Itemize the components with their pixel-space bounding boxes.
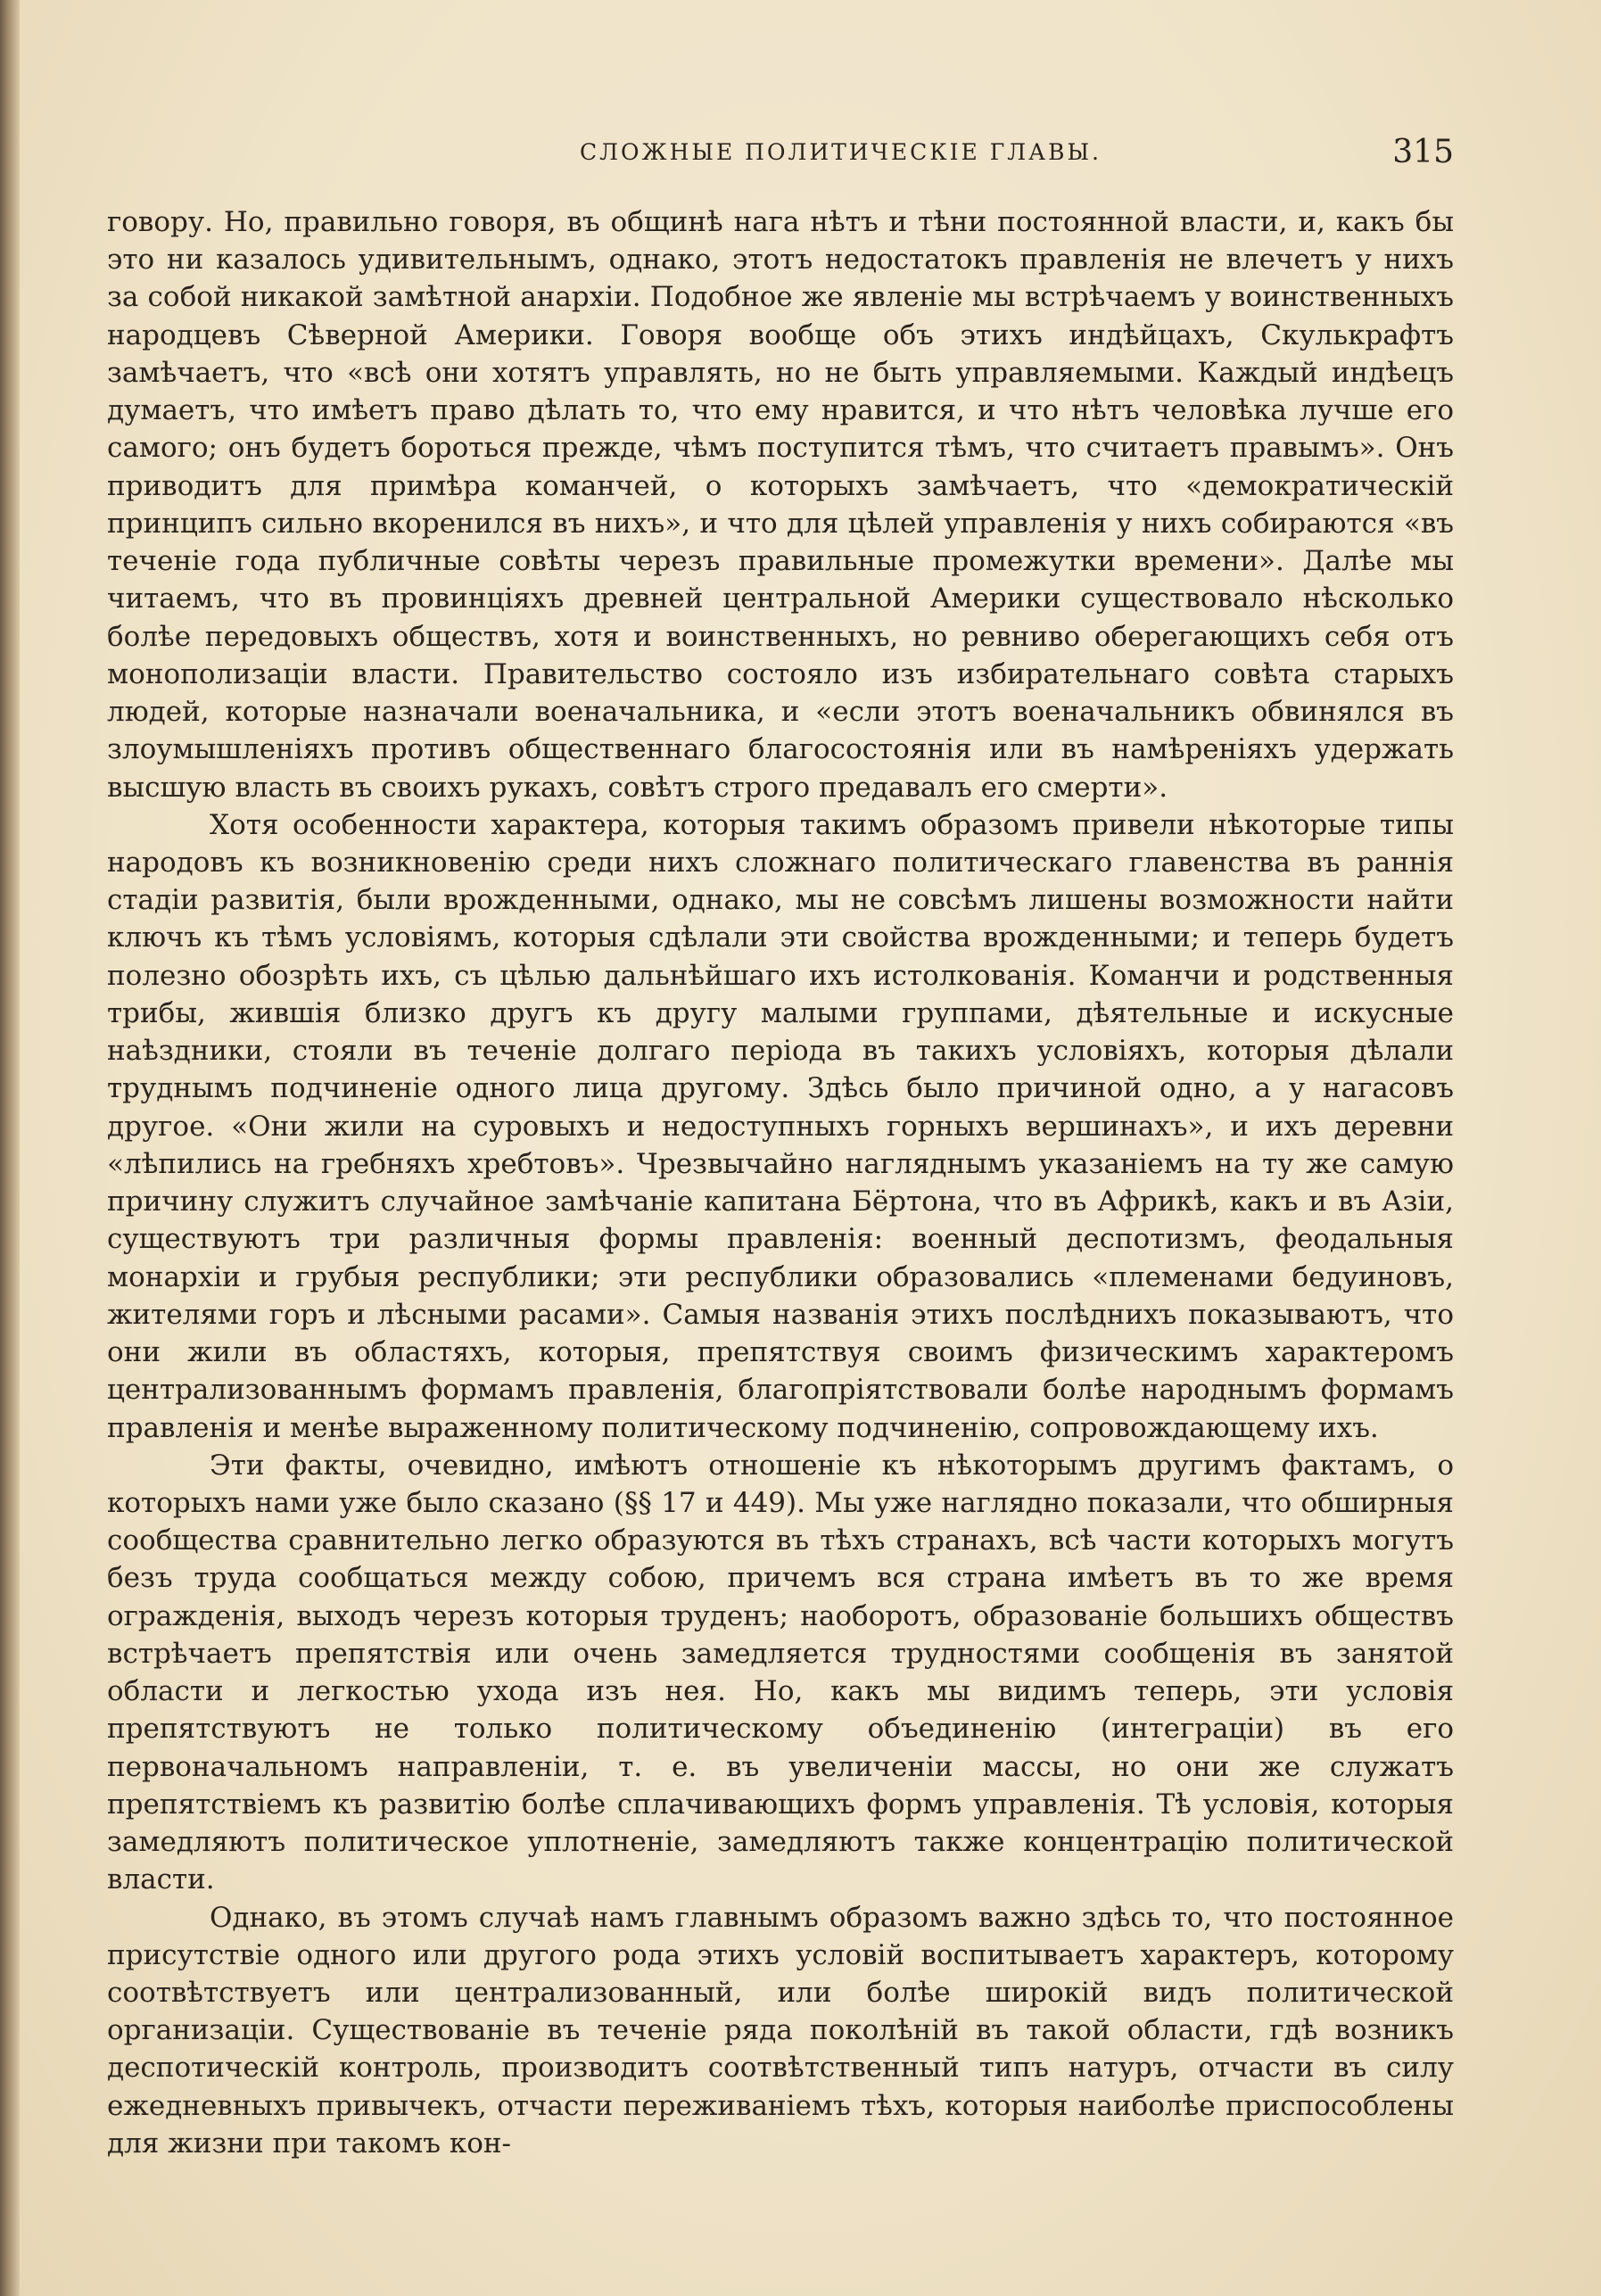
page-binding-edge (0, 0, 20, 2296)
paragraph-2: Хотя особенности характера, которыя такимъ образомъ привели нѣкоторые типы народовъ къ возникновенію среди нихъ сложнаго политическаго главенства въ раннія стадіи развитія, были врожденными, однако, мы не совсѣмъ лишены возможности найти ключъ къ тѣмъ условіямъ, которыя сдѣлали эти свойства врожденными; и теперь будетъ полезно обозрѣть ихъ, съ цѣлью дальнѣйшаго ихъ истолкованія. Команчи и родственныя трибы, жившія близко другъ къ другу малыми группами, дѣятельные и искусные наѣздники, стояли въ теченіе долгаго періода въ такихъ условіяхъ, которыя дѣлали труднымъ подчиненіе одного лица другому. Здѣсь было причиной одно, а у нагасовъ другое. «Они жили на суровыхъ и недоступныхъ горныхъ вершинахъ», и ихъ деревни «лѣпились на гребняхъ хребтовъ». Чрезвычайно нагляднымъ указаніемъ на ту же самую причину служитъ случайное замѣчаніе капитана Бёртона, что въ Африкѣ, какъ и въ Азіи, существуютъ три различныя формы правленія: военный деспотизмъ, феодальныя монархіи и грубыя республики; эти республики образовались «племенами бедуиновъ, жителями горъ и лѣсными расами». Самыя названія этихъ послѣднихъ показываютъ, что они жили въ областяхъ, которыя, препятствуя своимъ физическимъ характеромъ централизованнымъ формамъ правленія, благопріятствовали болѣе народнымъ формамъ правленія и менѣе выраженному политическому подчиненію, сопровождающему ихъ. (107, 808, 1454, 1444)
running-title: СЛОЖНЫЕ ПОЛИТИЧЕСКІЕ ГЛАВЫ. (580, 139, 1102, 165)
paragraph-1: говору. Но, правильно говоря, въ общинѣ нага нѣтъ и тѣни постоянной власти, и, какъ бы это ни казалось удивительнымъ, однако, этотъ недостатокъ правленія не влечетъ у нихъ за собой никакой замѣтной анархіи. Подобное же явленіе мы встрѣчаемъ у воинственныхъ народцевъ Сѣверной Америки. Говоря вообще объ этихъ индѣйцахъ, Скулькрафтъ замѣчаетъ, что «всѣ они хотятъ управлять, но не быть управляемыми. Каждый индѣецъ думаетъ, что имѣетъ право дѣлать то, что ему нравится, и что нѣтъ человѣка лучше его самого; онъ будетъ бороться прежде, чѣмъ поступится тѣмъ, что считаетъ правымъ». Онъ приводитъ для примѣра команчей, о которыхъ замѣчаетъ, что «демократическій принципъ сильно вкоренился въ нихъ», и что для цѣлей управленія у нихъ собираются «въ теченіе года публичные совѣты черезъ правильные промежутки времени». Далѣе мы читаемъ, что въ провинціяхъ древней центральной Америки существовало нѣсколько болѣе передовыхъ обществъ, хотя и воинственныхъ, но ревниво оберегающихъ себя отъ монополизаціи власти. Правительство состояло изъ избирательнаго совѣта старыхъ людей, которые назначали военачальника, и «если этотъ военачальникъ обвинялся въ злоумышленіяхъ противъ общественнаго благосостоянія или въ намѣреніяхъ удержать высшую власть въ своихъ рукахъ, совѣтъ строго предавалъ его смерти». (107, 206, 1454, 804)
paragraph-4: Однако, въ этомъ случаѣ намъ главнымъ образомъ важно здѣсь то, что постоянное присутствіе одного или другого рода этихъ условій воспитываетъ характеръ, которому соотвѣтствуетъ или централизованный, или болѣе широкій видъ политической организаціи. Существованіе въ теченіе ряда поколѣній въ такой области, гдѣ возникъ деспотическій контроль, производитъ соотвѣтственный типъ натуръ, отчасти въ силу ежедневныхъ привычекъ, отчасти переживаніемъ тѣхъ, которыя наиболѣе приспособлены для жизни при такомъ кон- (107, 1901, 1454, 2160)
page-header (107, 134, 1454, 178)
page-number: 315 (1392, 134, 1454, 170)
paragraph-3: Эти факты, очевидно, имѣютъ отношеніе къ нѣкоторымъ другимъ фактамъ, о которыхъ нами уже было сказано (§§ 17 и 449). Мы уже наглядно показали, что обширныя сообщества сравнительно легко образуются въ тѣхъ странахъ, всѣ части которыхъ могутъ безъ труда сообщаться между собою, причемъ вся страна имѣетъ въ то же время огражденія, выходъ черезъ которыя труденъ; наоборотъ, образованіе большихъ обществъ встрѣчаетъ препятствія или очень замедляется трудностями сообщенія въ занятой области и легкостью ухода изъ нея. Но, какъ мы видимъ теперь, эти условія препятствуютъ не только политическому объединенію (интеграціи) въ его первоначальномъ направленіи, т. е. въ увеличеніи массы, но они же служатъ препятствіемъ къ развитію болѣе сплачивающихъ формъ управленія. Тѣ условія, которыя замедляютъ политическое уплотненіе, замедляютъ также концентрацію политической власти. (107, 1449, 1454, 1896)
body-text (107, 203, 1454, 2162)
